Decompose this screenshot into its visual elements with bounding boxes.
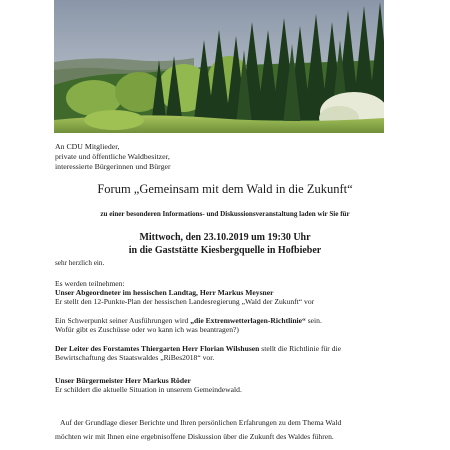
page-title: Forum „Gemeinsam mit dem Wald in die Zukunft“ <box>97 182 353 196</box>
speaker3-name: Unser Bürgermeister Herr Markus Röder <box>55 376 191 385</box>
speaker2-line-2: Bewirtschaftung des Staatswaldes „RiBes2018“ vor. <box>55 353 215 362</box>
speaker1-name: Unser Abgeordneter im hessischen Landtag, Herr Markus Meysner <box>55 288 274 297</box>
forest-landscape-photo <box>54 0 384 133</box>
address-line: interessierte Bürgerinnen und Bürger <box>55 162 171 171</box>
address-line: private und öffentliche Waldbesitzer, <box>55 152 170 161</box>
closing-line-1: Auf der Grundlage dieser Berichte und Ihren persönlichen Erfahrungen zu dem Thema Wald <box>60 418 342 427</box>
speaker3-text: Er schildert die aktuelle Situation in unserem Gemeindewald. <box>55 385 242 394</box>
closing-line-2: möchten wir mit Ihnen eine ergebnisoffene Diskussion über die Zukunft des Waldes führen. <box>55 432 334 441</box>
focus-bold: „die Extremwetterlagen-Richtlinie“ <box>190 316 306 325</box>
address-block <box>55 142 171 172</box>
speaker2-line <box>55 344 341 353</box>
speaker1-text: Er stellt den 12-Punkte-Plan der hessischen Landesregierung „Wald der Zukunft“ vor <box>55 297 315 306</box>
focus-pre: Ein Schwerpunkt seiner Ausführungen wird <box>55 316 191 325</box>
forest-photo-svg <box>54 0 384 133</box>
speaker2-name: Der Leiter des Forstamtes Thiergarten Herr Florian Wilshusen <box>55 344 260 353</box>
focus-post: sein. <box>305 316 322 325</box>
focus-line-2: Wofür gibt es Zuschüsse oder wo kann ich was beantragen?) <box>55 325 239 334</box>
invitation-subtitle: zu einer besonderen Informations- und Diskussionsveranstaltung laden wir Sie für <box>100 210 350 218</box>
participants-intro: Es werden teilnehmen: <box>55 279 125 288</box>
speaker2-text: stellt die Richtlinie für die <box>259 344 341 353</box>
event-venue: in die Gaststätte Kiesbergquelle in Hofbieber <box>128 245 322 256</box>
event-date: Mittwoch, den 23.10.2019 um 19:30 Uhr <box>139 232 311 243</box>
greeting-text: sehr herzlich ein. <box>55 259 105 267</box>
address-line: An CDU Mitglieder, <box>55 142 120 151</box>
focus-line <box>55 316 322 325</box>
